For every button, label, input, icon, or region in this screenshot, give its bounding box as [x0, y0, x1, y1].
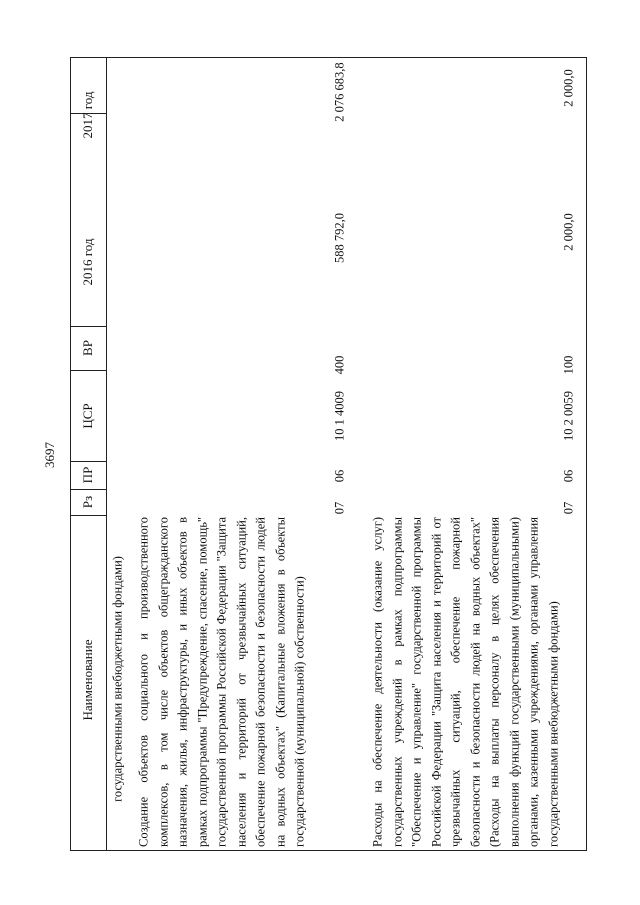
column-header-2017: 2017 год — [80, 91, 95, 139]
row-2-2016: 2 000,0 — [561, 213, 576, 251]
column-divider — [70, 370, 106, 371]
column-header-rz: Рз — [80, 495, 95, 509]
row-1-rz: 07 — [332, 501, 347, 515]
column-header-csr: ЦСР — [80, 403, 95, 429]
row-1-csr: 10 1 4009 — [332, 391, 347, 441]
row-1-vr: 400 — [332, 355, 347, 375]
continuation-text: государственными внебюджетными фондами) — [110, 556, 125, 802]
column-divider — [70, 515, 106, 516]
row-2-name: Расходы на обеспечение деятельности (оказание услуг) государственных учреждений в рамках подпрограммы "Обеспечение и управление" государственной программы Российской Федерации "Защита населения и территорий от чрезвычайных ситуаций, обеспечение пожарной безопасности и безопасности людей на водных объектах" (Расходы на выплаты персоналу в целях обеспечения выполнения функций государственными (муниципальными) органами, казенными учреждениями, органами управления государственными внебюджетными фондами) — [370, 517, 560, 847]
column-divider — [70, 461, 106, 462]
column-header-2016: 2016 год — [80, 238, 95, 286]
header-divider — [106, 57, 107, 851]
column-divider — [70, 326, 106, 327]
row-1-2017: 2 076 683,8 — [332, 62, 347, 122]
column-header-vr: ВР — [80, 340, 95, 356]
page-number: 3697 — [42, 442, 57, 468]
column-header-name: Наименование — [80, 639, 95, 721]
row-1-name: Создание объектов социального и производственного комплексов, в том числе объектов общегражданского назначения, жилья, инфраструктуры, и иных объектов в рамках подпрограммы "Предупреждение, спасение, помощь" государственной программы Российской Федерации "Защита населения и территорий от чрезвычайных ситуаций, обеспечение пожарной безопасности и безопасности людей на водных объектах" (Капитальные вложения в объекты государственной (муниципальной) собственности) — [136, 517, 307, 847]
row-1-pr: 06 — [332, 469, 347, 483]
row-2-vr: 100 — [561, 355, 576, 375]
row-2-pr: 06 — [561, 469, 576, 483]
column-divider — [70, 489, 106, 490]
column-header-pr: ПР — [80, 466, 95, 484]
row-1-2016: 588 792,0 — [332, 213, 347, 263]
row-2-2017: 2 000,0 — [561, 69, 576, 107]
row-2-csr: 10 2 0059 — [561, 391, 576, 441]
row-2-rz: 07 — [561, 501, 576, 515]
